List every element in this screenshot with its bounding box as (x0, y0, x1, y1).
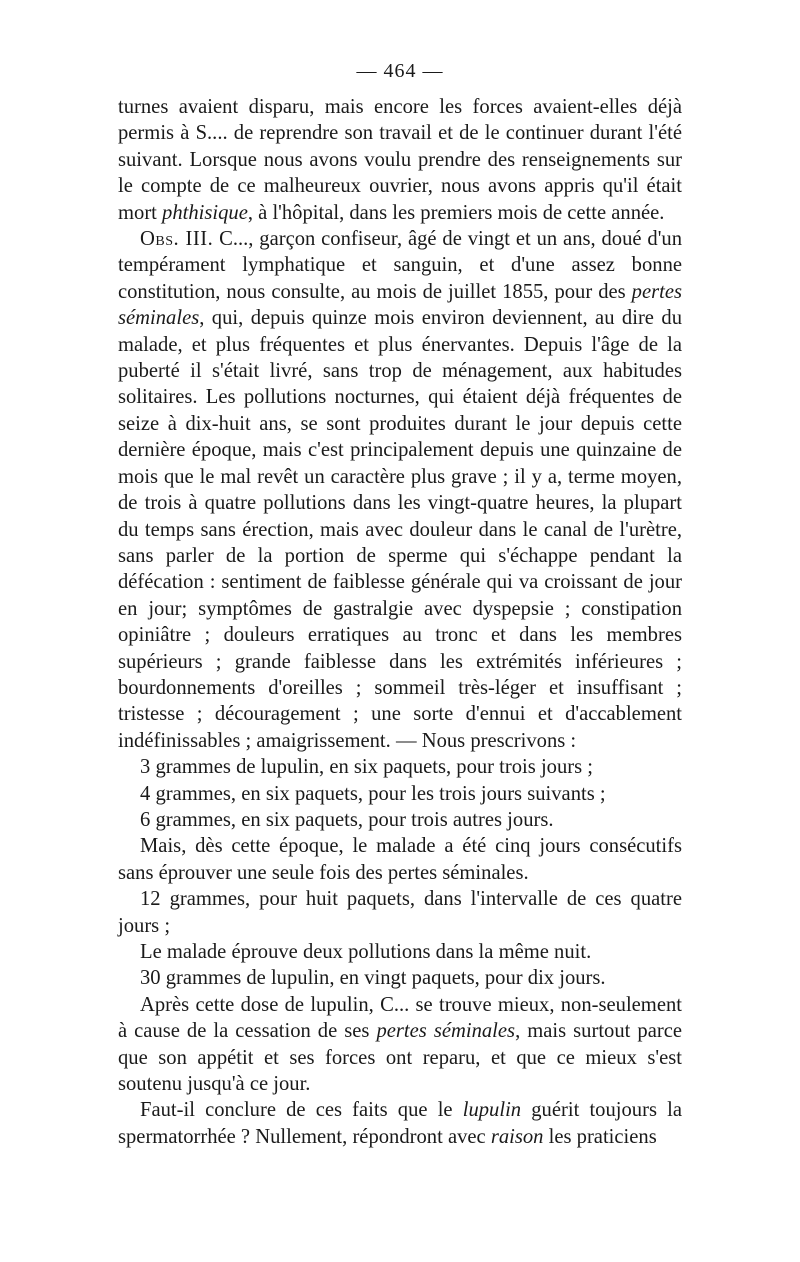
text-run: les praticiens (543, 1125, 657, 1148)
prescription-item: 4 grammes, en six paquets, pour les trois jours suivants ; (140, 782, 606, 805)
emphasis: pertes séminales (118, 280, 682, 330)
text-run: Après cette dose de lupulin, C... se trouve mieux, non-seulement à cause de la cessation de ses (118, 993, 682, 1043)
prescription-item: 3 grammes de lupulin, en six paquets, pour trois jours ; (140, 756, 594, 779)
observation-label: Obs. III. (140, 228, 214, 251)
text-run: C..., garçon confiseur, âgé de vingt et un ans, doué d'un tempérament lymphatique et sanguin, et d'une assez bonne constitution, nous consulte, au mois de juillet 1855, pour des (118, 228, 683, 303)
paragraph-obs-3 (118, 226, 682, 754)
paragraph-7 (118, 992, 682, 1098)
text-run: , qui, depuis quinze mois environ deviennent, au dire du malade, et plus fréquentes et plus énervantes. Depuis l'âge de la puberté il s'était livré, sans trop de ménagement, aux habitudes solitaires. Les pollutions nocturnes, qui étaient déjà fréquentes de seize à dix-huit ans, se sont produites durant le jour depuis cette dernière époque, mais c'est principalement depuis une quinzaine de mois que le mal revêt un caractère plus grave ; il y a, terme moyen, de trois à quatre pollutions dans les vingt-quatre heures, la plupart du temps sans érection, mais avec douleur dans le canal de l'urètre, sans parler de la portion de sperme qui s'échappe pendant la défécation : sentiment de faiblesse générale qui va croissant de jour en jour; symptômes de gastralgie avec dyspepsie ; constipation opiniâtre ; douleurs erratiques au tronc et dans les membres supérieurs ; grande faiblesse dans les extrémités inférieures ; bourdonnements d'oreilles ; sommeil très-léger et insuffisant ; tristesse ; découragement ; une sorte d'ennui et d'accablement indéfinissables ; amaigrissement. — Nous prescrivons : (118, 307, 682, 752)
prescription-item: 6 grammes, en six paquets, pour trois autres jours. (140, 808, 554, 831)
text-run: , mais surtout parce que son appétit et ses forces ont reparu, et que ce mieux s'est soutenu jusqu'à ce jour. (118, 1020, 682, 1096)
emphasis: lupulin (462, 1099, 522, 1122)
body-text (118, 94, 682, 1150)
paragraph-5: Le malade éprouve deux pollutions dans la même nuit. (140, 941, 592, 963)
emphasis: phthisique (162, 201, 248, 224)
text-run: guérit toujours la spermatorrhée ? Nullement, répondront avec (118, 1099, 682, 1148)
paragraph-6: 30 grammes de lupulin, en vingt paquets, pour dix jours. (140, 967, 606, 990)
paragraph-1 (118, 94, 682, 226)
paragraph-4: 12 grammes, pour huit paquets, dans l'intervalle de ces quatre jours ; (118, 888, 682, 937)
paragraph-3: Mais, dès cette époque, le malade a été cinq jours consécutifs sans éprouver une seule fois des pertes séminales. (118, 835, 682, 884)
text-run: Faut-il conclure de ces faits que le (140, 1099, 463, 1122)
emphasis: raison (490, 1125, 544, 1148)
text-run: , à l'hôpital, dans les premiers mois de cette année. (247, 201, 665, 224)
page-number: — 464 — (356, 60, 444, 82)
emphasis: pertes séminales (376, 1020, 516, 1043)
text-run: turnes avaient disparu, mais encore les forces avaient-elles déjà permis à S.... de reprendre son travail et de le continuer durant l'été suivant. Lorsque nous avons voulu prendre des renseignements sur le compte de ce malheureux ouvrier, nous avons appris qu'il était mort (118, 96, 682, 224)
paragraph-8 (118, 1097, 682, 1150)
